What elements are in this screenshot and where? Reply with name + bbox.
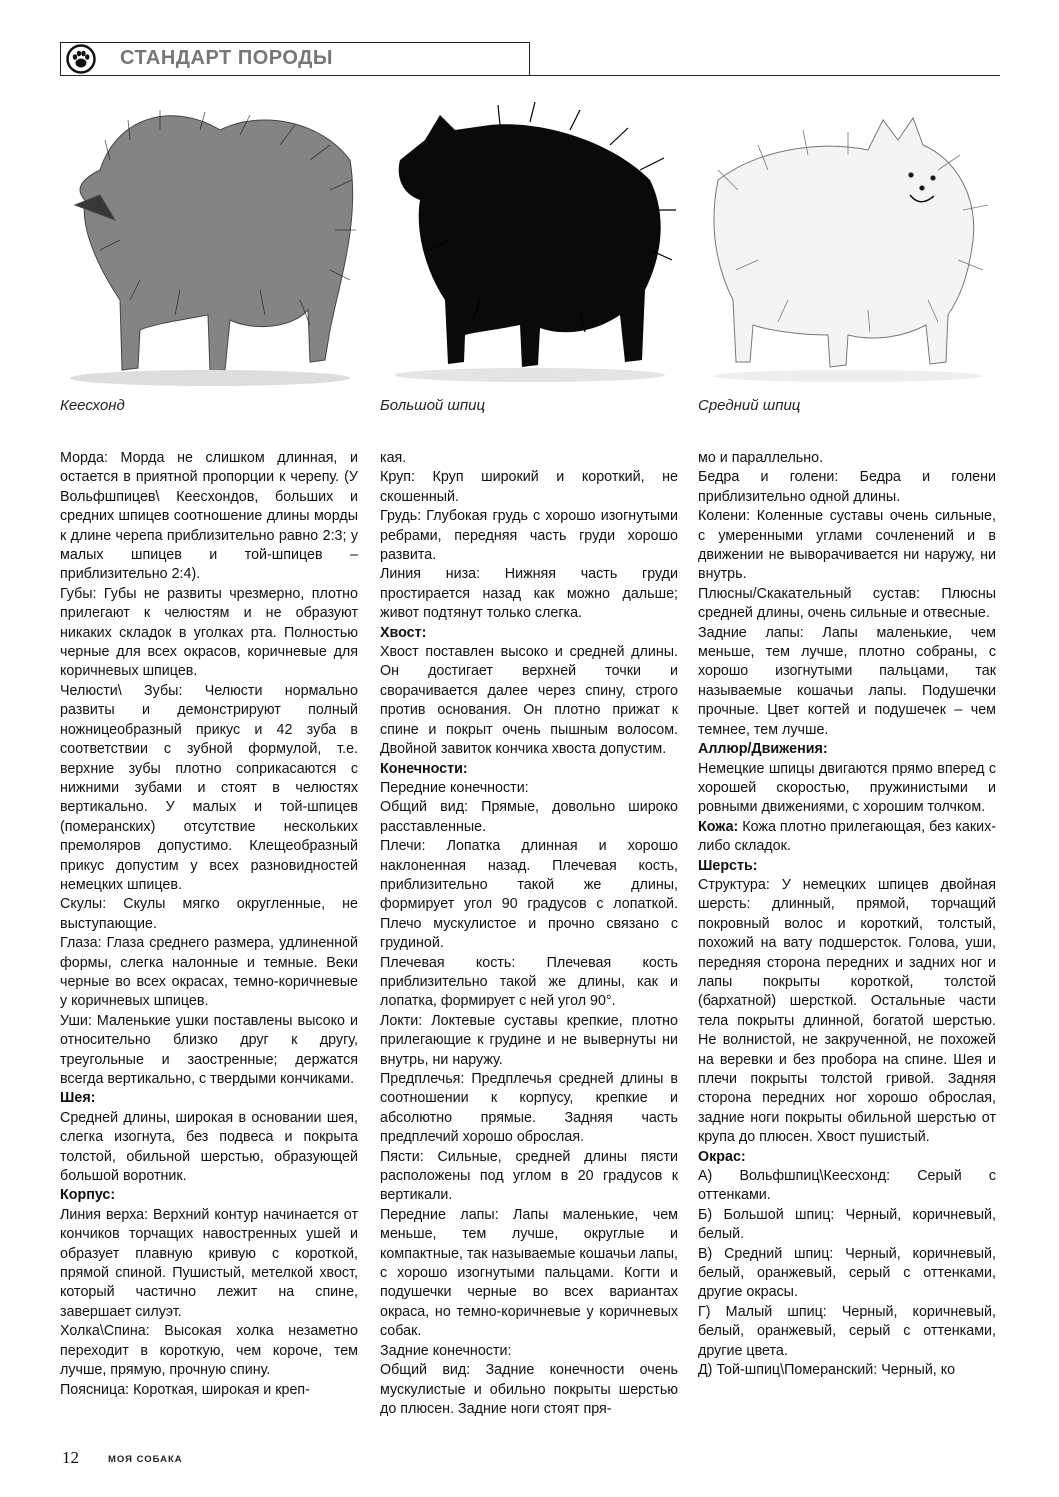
paragraph-tail: Хвост поставлен высоко и средней длины. Он достигает верхней точки и сворачивается далее через спину, строго против основания. Он плотно прижат к спине и покрыт очень пышным волосом. Двойной завиток кончика хвоста допустим. xyxy=(380,644,678,758)
paragraph-croup: Круп: Круп широкий и короткий, не скошенный. xyxy=(380,469,678,505)
paragraph-elbows: Локти: Локтевые суставы крепкие, плотно прилегающие к грудине и не вывернуты ни внутрь, ни наружу. xyxy=(380,1012,678,1068)
paragraph-ears: Уши: Маленькие ушки поставлены высоко и относительно близко друг к другу, треугольные и заостренные; держатся всегда вертикально, с твердыми кончиками. xyxy=(60,1012,358,1087)
paragraph-thighs: Бедра и голени: Бедра и голени приблизительно одной длины. xyxy=(698,469,996,505)
paragraph-withers: Холка\Спина: Высокая холка незаметно переходит в короткую, чем короче, тем лучше, прямую, прочную спину. xyxy=(60,1323,358,1379)
paragraph-forefeet: Передние лапы: Лапы маленькие, чем меньше, тем лучше, округлые и компактные, так называемые кошачьи лапы, с хорошо изогнутыми пальцами. Когти и подушечки черные во всех вариантах окраса, но темно-коричневые у коричневых собак. xyxy=(380,1206,678,1340)
paragraph-hind-end: мо и параллельно. xyxy=(698,450,824,466)
paragraph-color-e: Д) Той-шпиц\Померанский: Черный, ко xyxy=(698,1362,956,1379)
paragraph-knees: Колени: Коленные суставы очень сильные, с умеренными углами сочленений и в движении не выворачивается ни наружу, ни внутрь. xyxy=(698,508,996,583)
heading-gait: Аллюр/Движения: xyxy=(698,741,828,758)
paragraph-neck: Средней длины, широкая в основании шея, слегка изогнута, без подвеса и покрыта толстой, обильной шерстью, образующей большой воротник. xyxy=(60,1109,358,1185)
paw-icon xyxy=(66,44,96,74)
paragraph-color-a: А) Вольфшпиц\Кеесхонд: Серый с оттенками. xyxy=(698,1168,996,1204)
paragraph-upper-arm: Плечевая кость: Плечевая кость приблизительно такой же длины, как и лопатка, формирует с ней угол 90°. xyxy=(380,954,678,1010)
paragraph-underline: Линия низа: Нижняя часть груди простирается назад как можно дальше; живот подтянут только слегка. xyxy=(380,566,678,622)
figure-caption-1: Кеесхонд xyxy=(60,397,125,414)
medium-spitz-illustration xyxy=(698,100,998,392)
paragraph-forelimbs: Передние конечности: xyxy=(380,779,529,796)
paragraph-jaws: Челюсти\ Зубы: Челюсти нормально развиты и демонстрируют полный ножницеобразный прикус и 42 зуба в соответствии с зубной формулой, т.е. верхние зубы плотно соприкасаются с нижними зубами и стоят в челюстях вертикально. У малых и той-шпицев (померанских) отсутствие нескольких премоляров допустимо. Клещеобразный прикус допустим у всех разновидностей немецких шпицев. xyxy=(60,682,358,893)
heading-color: Окрас: xyxy=(698,1148,746,1165)
paragraph-shoulders: Плечи: Лопатка длинная и хорошо наклоненная назад. Плечевая кость, приблизительно такой же длины, формирует угол 90 градусов с лопаткой. Плечо мускулистое и прочно связано с грудиной. xyxy=(380,838,678,952)
heading-neck: Шея: xyxy=(60,1090,96,1107)
heading-tail: Хвост: xyxy=(380,624,427,641)
paragraph-chest: Грудь: Глубокая грудь с хорошо изогнутыми ребрами, передняя часть груди хорошо развита. xyxy=(380,508,678,564)
figure-caption-2: Большой шпиц xyxy=(380,397,486,414)
paragraph-general: Общий вид: Прямые, довольно широко расставленные. xyxy=(380,799,678,835)
paragraph-lips: Губы: Губы не развиты чрезмерно, плотно прилегают к челюстям и не образуют никаких складок в уголках рта. Полностью черные для всех окрасов, коричневые для коричневых шпицев. xyxy=(60,585,358,680)
heading-coat: Шерсть: xyxy=(698,857,758,874)
page-number: 12 xyxy=(62,1448,79,1467)
paragraph-muzzle: Морда: Морда не слишком длинная, и остается в приятной пропорции к черепу. (У Вольфшпицев\ Кеесхондов, больших и средних шпицев соотношение длины морды к длине черепа приблизительно равно 2:3; у малых шпицев и той-шпицев – приблизительно 2:4). xyxy=(60,450,358,583)
paragraph-color-c: В) Средний шпиц: Черный, коричневый, белый, оранжевый, серый с оттенками, другие окрасы. xyxy=(698,1245,996,1301)
paragraph-color-b: Б) Большой шпиц: Черный, коричневый, белый. xyxy=(698,1206,996,1243)
paragraph-eyes: Глаза: Глаза среднего размера, удлиненной формы, слегка налонные и темные. Веки черные во всех окрасах, темно-коричневые у коричневых шпицев. xyxy=(60,935,358,1010)
page-header xyxy=(60,42,1000,78)
paragraph-hindlimbs: Задние конечности: xyxy=(380,1342,512,1359)
paragraph-coat: Структура: У немецких шпицев двойная шерсть: длинный, прямой, торчащий покровный волос и короткий, толстый, похожий на вату подшерсток. Голова, уши, передняя сторона передних и задних ног и лапы покрыты короткой, толстой (бархатной) шерсткой. Остальные части тела покрыты длинной, богатой шерстью. Не волнистой, не закрученной, не похожей на веревки и без пробора на спине. Шея и плечи покрыты толстой гривой. Задняя сторона передних ног хорошо оброслая, задние ноги покрыты обильной шерстью от крупа до плюсен. Хвост пушистый. xyxy=(698,876,996,1146)
paragraph-cheeks: Скулы: Скулы мягко округленные, не выступающие. xyxy=(60,896,358,932)
paragraph-hindfeet: Задние лапы: Лапы маленькие, чем меньше, тем лучше, плотно собраны, с хорошо изогнутыми пальцами, так называемые кошачьи лапы. Подушечки прочные. Цвет когтей и подушечек – чем темнее, тем лучше. xyxy=(698,624,996,738)
paragraph-hind-general: Общий вид: Задние конечности очень мускулистые и обильно покрыты шерстью до плюсен. Задние ноги стоят пря- xyxy=(380,1362,678,1417)
section-title: СТАНДАРТ ПОРОДЫ xyxy=(120,47,333,69)
paragraph-hocks: Плюсны/Скакательный сустав: Плюсны средней длины, очень сильные и отвесные. xyxy=(698,585,996,622)
paragraph-loin-end: кая. xyxy=(380,450,407,466)
paragraph-topline: Линия верха: Верхний контур начинается от кончиков торчащих навостренных ушей и образует плавную кривую с короткой, прямой спиной. Пушистый, метелкой хвост, который частично лежит на спине, завершает силуэт. xyxy=(60,1206,358,1320)
paragraph-gait: Немецкие шпицы двигаются прямо вперед с хорошей скоростью, пружинистыми и ровными движениями, с хорошим толчком. xyxy=(698,760,996,816)
text-column-3 xyxy=(698,449,996,1381)
paragraph-color-d: Г) Малый шпиц: Черный, коричневый, белый, оранжевый, серый с оттенками, другие цвета. xyxy=(698,1303,996,1359)
heading-body: Корпус: xyxy=(60,1187,116,1204)
text-column-1 xyxy=(60,449,358,1400)
figure-caption-3: Средний шпиц xyxy=(698,397,801,414)
paragraph-loin: Поясница: Короткая, широкая и креп- xyxy=(60,1381,310,1398)
heading-skin: Кожа: xyxy=(698,818,739,835)
big-spitz-illustration xyxy=(380,100,678,392)
paragraph-forearms: Предплечья: Предплечья средней длины в соотношении к корпусу, крепкие и абсолютно прямые. Задняя часть предплечий хорошо оброслая. xyxy=(380,1071,678,1146)
header-rule xyxy=(60,75,1000,76)
magazine-name: МОЯ СОБАКА xyxy=(108,1454,183,1465)
heading-limbs: Конечности: xyxy=(380,760,468,777)
paragraph-skin: Кожа плотно прилегающая, без каких-либо складок. xyxy=(698,818,996,855)
keeshond-illustration xyxy=(60,100,360,392)
text-column-2 xyxy=(380,449,678,1419)
paragraph-pasterns: Пясти: Сильные, средней длины пясти расположены под углом в 20 градусов к вертикали. xyxy=(380,1148,678,1204)
